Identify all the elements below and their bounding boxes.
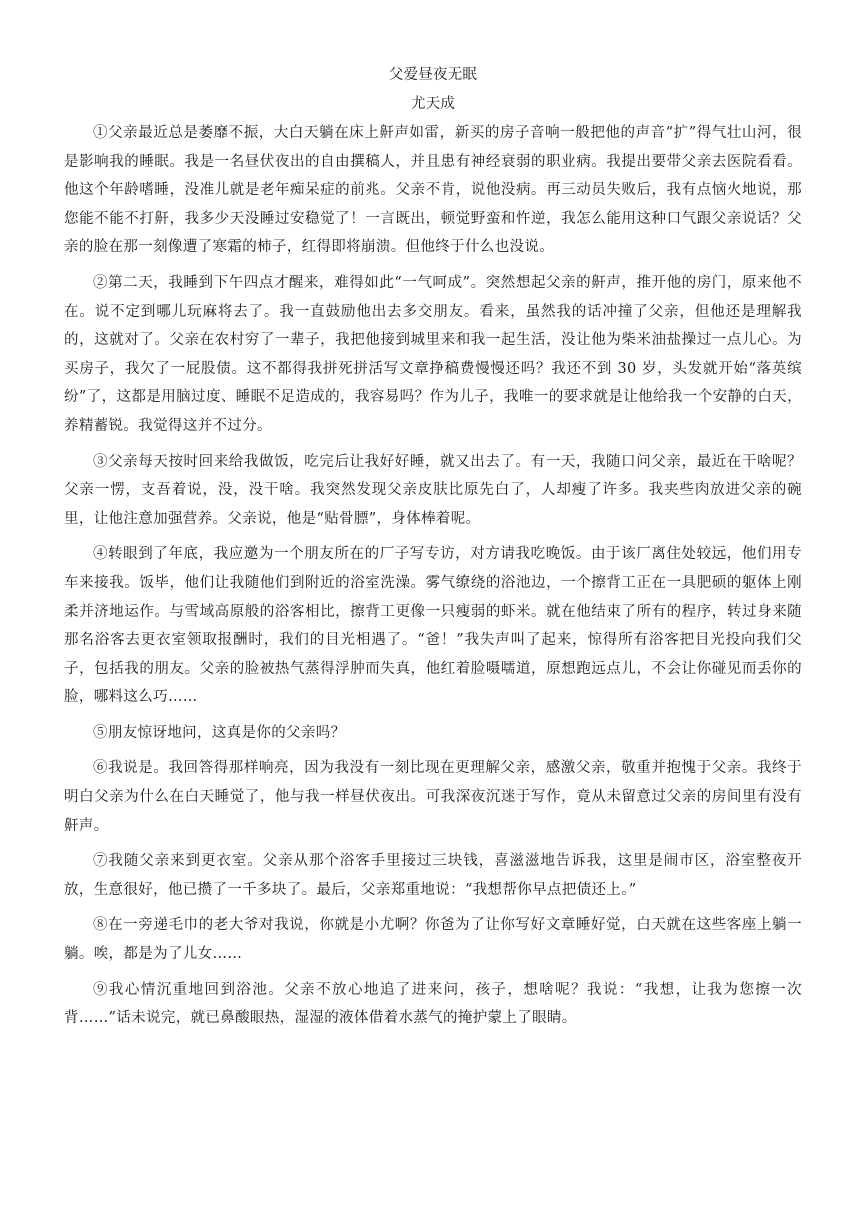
paragraph-5: ⑤朋友惊讶地问，这真是你的父亲吗？ [93, 724, 346, 741]
paragraph-4: ④转眼到了年底，我应邀为一个朋友所在的厂子写专访，对方请我吃晚饭。由于该厂离住处较远，他们用专车来接我。饭毕，他们让我随他们到附近的浴室洗澡。雾气缭绕的浴池边，一个擦背工正在一具肥硕的躯体上刚柔并济地运作。与雪域高原般的浴客相比，擦背工更像一只瘦弱的虾米。就在他结束了所有的程序，转过身来随那名浴客去更衣室领取报酬时，我们的目光相遇了。“爸！”我失声叫了起来，惊得所有浴客把目光投向我们父子，包括我的朋友。父亲的脸被热气蒸得浮肿而失真，他红着脸嗫嚅道，原想跑远点儿，不会让你碰见而丢你的脸，哪料这么巧…… [64, 546, 802, 706]
paragraph-6: ⑥我说是。我回答得那样响亮，因为我没有一刻比现在更理解父亲，感激父亲，敬重并抱愧于父亲。我终于明白父亲为什么在白天睡觉了，他与我一样昼伏夜出。可我深夜沉迷于写作，竟从未留意过父亲的房间里有没有鼾声。 [64, 760, 802, 834]
article-author: 尤天成 [410, 96, 456, 112]
article-title: 父爱昼夜无眠 [388, 67, 478, 83]
paragraph-3: ③父亲每天按时回来给我做饭，吃完后让我好好睡，就又出去了。有一天，我随口问父亲，最近在干啥呢？父亲一愣，支吾着说，没，没干啥。我突然发现父亲皮肤比原先白了，人却瘦了许多。我夹些肉放进父亲的碗里，让他注意加强营养。父亲说，他是“贴骨膘”，身体棒着呢。 [64, 453, 802, 527]
document-page [64, 64, 802, 1040]
paragraph-8: ⑧在一旁递毛巾的老大爷对我说，你就是小尤啊？你爸为了让你写好文章睡好觉，白天就在这些客座上躺一躺。唉，都是为了儿女…… [64, 917, 802, 963]
paragraph-1: ①父亲最近总是萎靡不振，大白天躺在床上鼾声如雷，新买的房子音响一般把他的声音“扩”得气壮山河，很是影响我的睡眠。我是一名昼伏夜出的自由撰稿人，并且患有神经衰弱的职业病。我提出要带父亲去医院看看。他这个年龄嗜睡，没准儿就是老年痴呆症的前兆。父亲不肯，说他没病。再三动员失败后，我有点恼火地说，那您能不能不打鼾，我多少天没睡过安稳觉了！一言既出，顿觉野蛮和忤逆，我怎么能用这种口气跟父亲说话？父亲的脸在那一刻像遭了寒霜的柿子，红得即将崩溃。但他终于什么也没说。 [64, 125, 802, 256]
paragraph-2: ②第二天，我睡到下午四点才醒来，难得如此“一气呵成”。突然想起父亲的鼾声，推开他的房门，原来他不在。说不定到哪儿玩麻将去了。我一直鼓励他出去多交朋友。看来，虽然我的话冲撞了父亲，但他还是理解我的，这就对了。父亲在农村穷了一辈子，我把他接到城里来和我一起生活，没让他为柴米油盐操过一点儿心。为买房子，我欠了一屁股债。这不都得我拼死拼活写文章挣稿费慢慢还吗？我还不到 30 岁，头发就开始“落英缤纷”了，这都是用脑过度、睡眠不足造成的，我容易吗？作为儿子，我唯一的要求就是让他给我一个安静的白天，养精蓄锐。我觉得这并不过分。 [64, 274, 802, 434]
paragraph-7: ⑦我随父亲来到更衣室。父亲从那个浴客手里接过三块钱，喜滋滋地告诉我，这里是闹市区，浴室整夜开放，生意很好，他已攒了一千多块了。最后，父亲郑重地说：“我想帮你早点把债还上。” [64, 853, 802, 898]
paragraph-9: ⑨我心情沉重地回到浴池。父亲不放心地追了进来问，孩子，想啥呢？我说：“我想，让我为您擦一次背……”话未说完，就已鼻酸眼热，湿湿的液体借着水蒸气的掩护蒙上了眼睛。 [64, 981, 802, 1027]
